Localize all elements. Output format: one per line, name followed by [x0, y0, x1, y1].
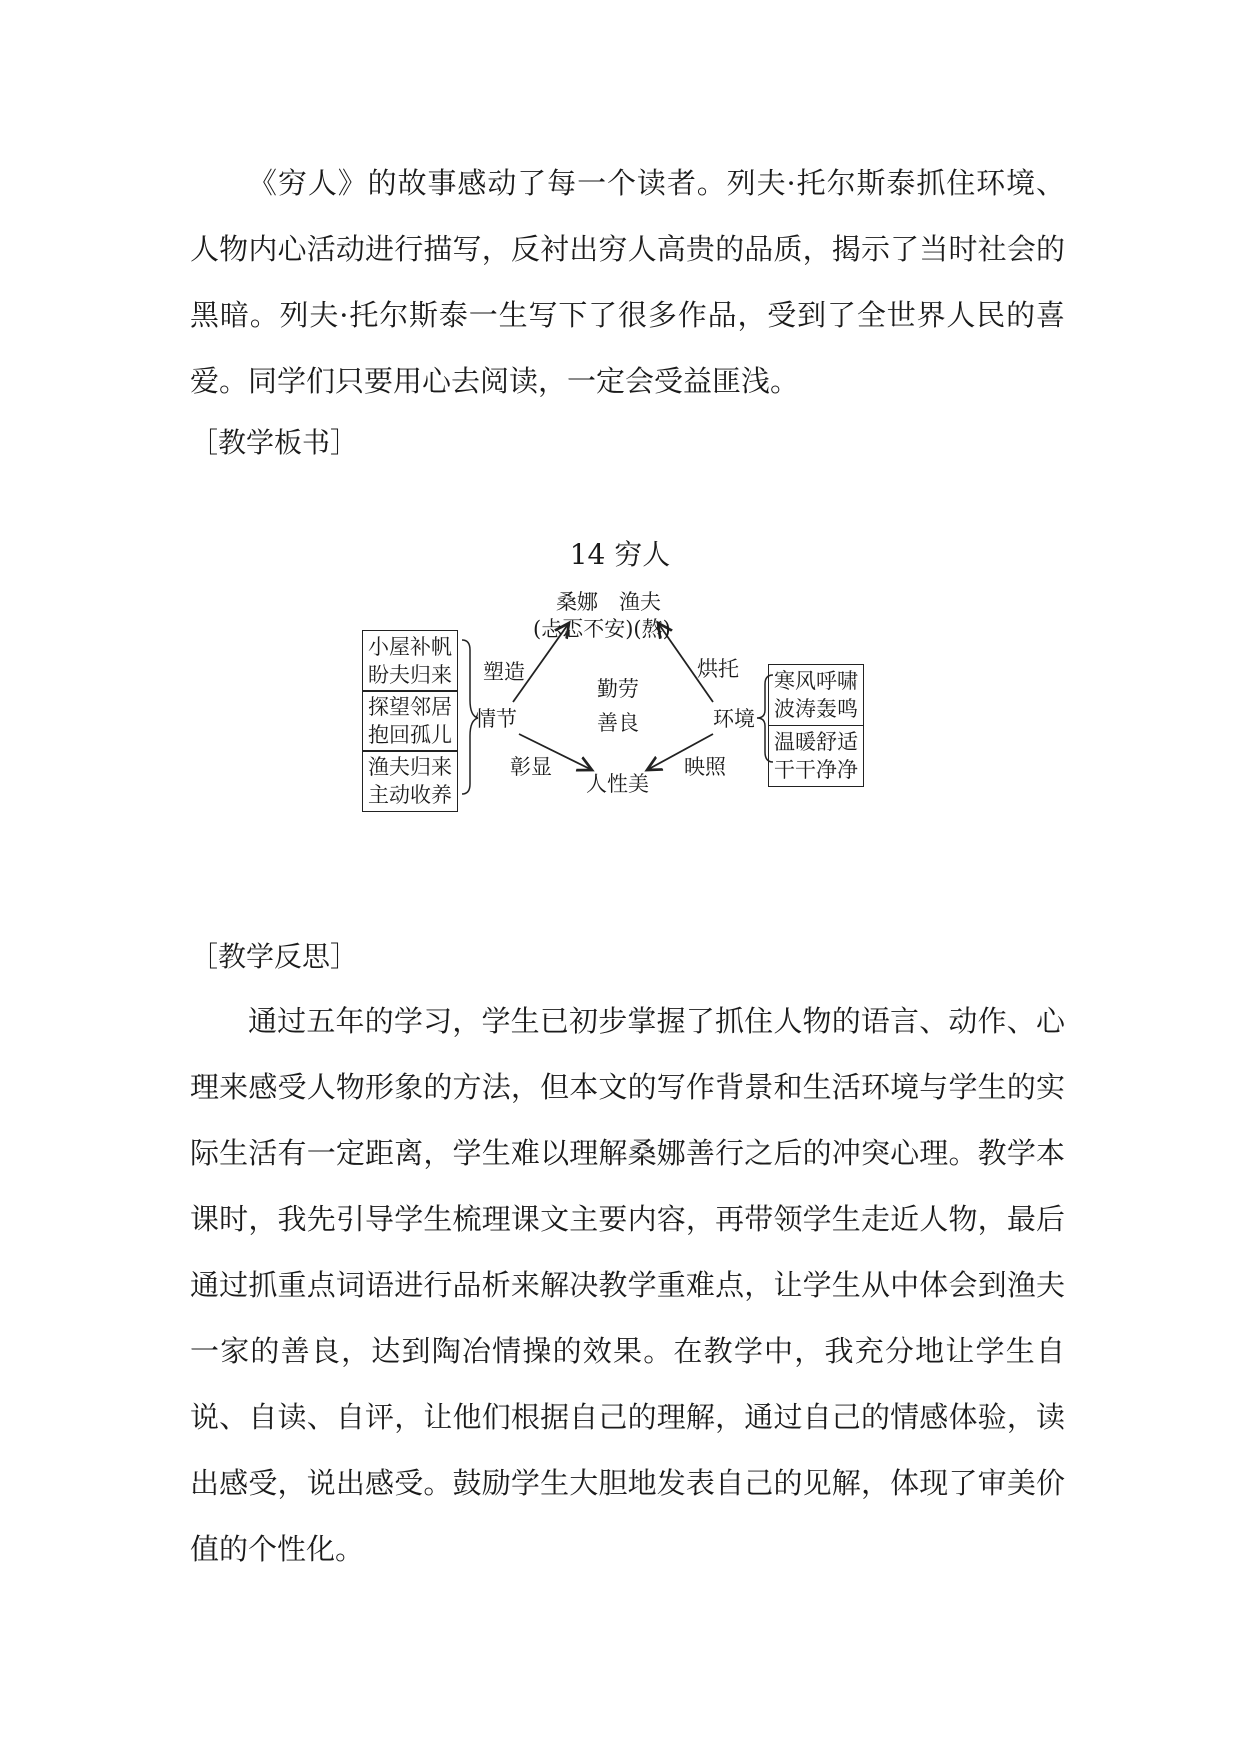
board-title: 14 穷人: [569, 538, 671, 571]
box-line: 波涛轰鸣: [774, 697, 858, 721]
board-left-box-3: [362, 750, 458, 812]
box-line: 寒风呼啸: [774, 669, 858, 693]
box-line: 小屋补帆: [368, 635, 452, 659]
board-right-box-1: [768, 664, 864, 726]
board-node-plot: 情节: [475, 707, 517, 731]
board-top-sub: (忐忑不安)(熬): [533, 617, 671, 641]
board-top-names: 桑娜 渔夫: [556, 590, 661, 614]
board-right-box-2: [768, 725, 864, 787]
board-center-kind: 善良: [597, 711, 639, 735]
box-line: 温暖舒适: [774, 730, 858, 754]
reflection-paragraph: 通过五年的学习，学生已初步掌握了抓住人物的语言、动作、心理来感受人物形象的方法，但本文的写作背景和生活环境与学生的实际生活有一定距离，学生难以理解桑娜善行之后的冲突心理。教学本课时，我先引导学生梳理课文主要内容，再带领学生走近人物，最后通过抓重点词语进行品析来解决教学重难点，让学生从中体会到渔夫一家的善良，达到陶冶情操的效果。在教学中，我充分地让学生自说、自读、自评，让他们根据自己的理解，通过自己的情感体验，读出感受，说出感受。鼓励学生大胆地发表自己的见解，体现了审美价值的个性化。: [190, 1004, 1065, 1566]
board-label-show: 彰显: [510, 755, 552, 779]
board-node-humanity: 人性美: [586, 772, 649, 796]
board-heading: ［教学板书］: [190, 426, 359, 459]
box-line: 抱回孤儿: [368, 723, 452, 747]
box-line: 探望邻居: [368, 695, 452, 719]
board-node-environment: 环境: [713, 707, 755, 731]
board-left-box-1: [362, 630, 458, 692]
board-label-set-off: 烘托: [697, 657, 739, 681]
box-line: 干干净净: [774, 758, 858, 782]
box-line: 盼夫归来: [368, 663, 452, 687]
intro-paragraph: 《穷人》的故事感动了每一个读者。列夫·托尔斯泰抓住环境、人物内心活动进行描写，反衬出穷人高贵的品质，揭示了当时社会的黑暗。列夫·托尔斯泰一生写下了很多作品，受到了全世界人民的喜爱。同学们只要用心去阅读，一定会受益匪浅。: [190, 166, 1065, 398]
board-label-shape: 塑造: [483, 660, 525, 684]
board-center-diligent: 勤劳: [597, 677, 639, 701]
board-label-reflect: 映照: [684, 755, 726, 779]
box-line: 渔夫归来: [368, 755, 452, 779]
box-line: 主动收养: [368, 783, 452, 807]
board-left-box-2: [362, 690, 458, 752]
reflection-heading: ［教学反思］: [190, 940, 359, 973]
